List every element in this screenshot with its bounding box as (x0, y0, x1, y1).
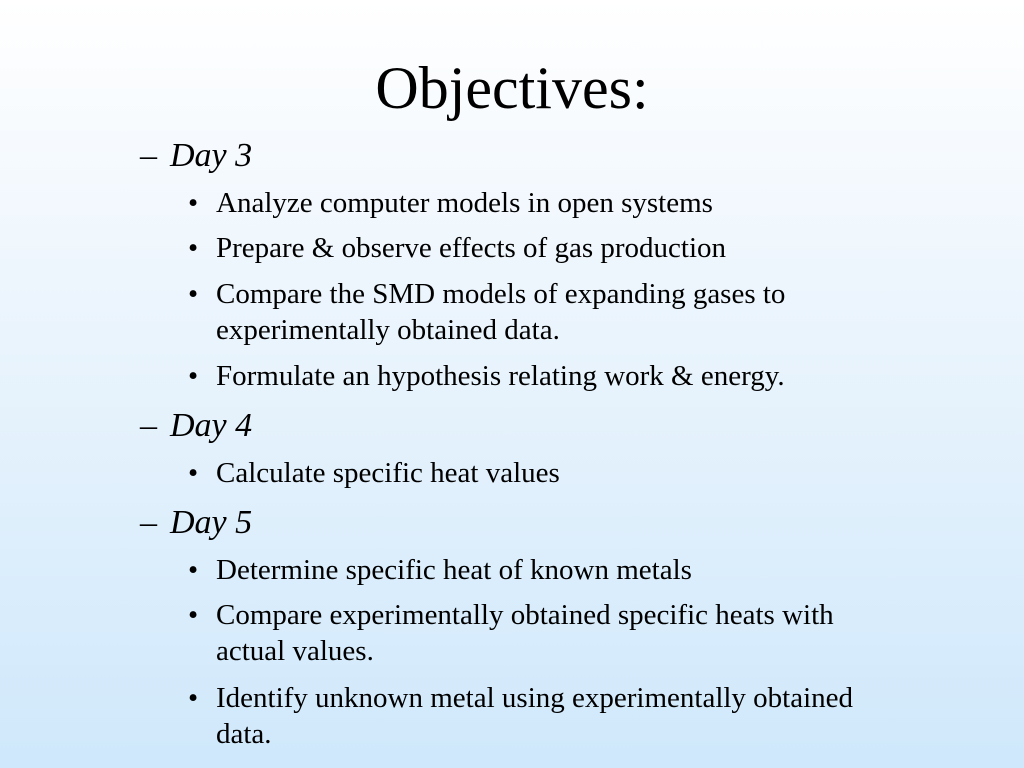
bullet-icon: • (188, 232, 199, 264)
list-item-text: Calculate specific heat values (216, 457, 560, 489)
section-heading-day-4 (140, 406, 252, 446)
list-item (188, 358, 898, 394)
section-label: Day 3 (170, 137, 253, 174)
list-item (188, 185, 898, 221)
list-item (188, 680, 898, 752)
list-item (188, 276, 898, 348)
list-item-text: Prepare & observe effects of gas production (216, 232, 727, 264)
bullet-icon: • (188, 278, 199, 310)
bullet-icon: • (188, 599, 199, 631)
list-item-text: Formulate an hypothesis relating work & energy. (216, 360, 785, 392)
list-item (188, 455, 898, 491)
bullet-icon: • (188, 187, 199, 219)
list-item (188, 597, 898, 669)
bullet-icon: • (188, 682, 199, 714)
list-item-text: Determine specific heat of known metals (216, 554, 692, 586)
bullet-icon: • (188, 457, 199, 489)
section-heading-day-5 (140, 503, 252, 543)
dash-marker: – (140, 407, 157, 444)
dash-marker: – (140, 137, 157, 174)
list-item (188, 230, 898, 266)
list-item (188, 552, 898, 588)
list-item-text: Identify unknown metal using experimentally obtained data. (216, 682, 854, 750)
dash-marker: – (140, 504, 157, 541)
list-item-text: Analyze computer models in open systems (216, 187, 713, 219)
bullet-icon: • (188, 360, 199, 392)
section-label: Day 4 (170, 407, 253, 444)
list-item-text: Compare experimentally obtained specific heats with actual values. (216, 599, 834, 667)
bullet-icon: • (188, 554, 199, 586)
section-heading-day-3 (140, 136, 252, 176)
slide-title: Objectives: (375, 55, 649, 121)
list-item-text: Compare the SMD models of expanding gases to experimentally obtained data. (216, 278, 786, 346)
section-label: Day 5 (170, 504, 253, 541)
